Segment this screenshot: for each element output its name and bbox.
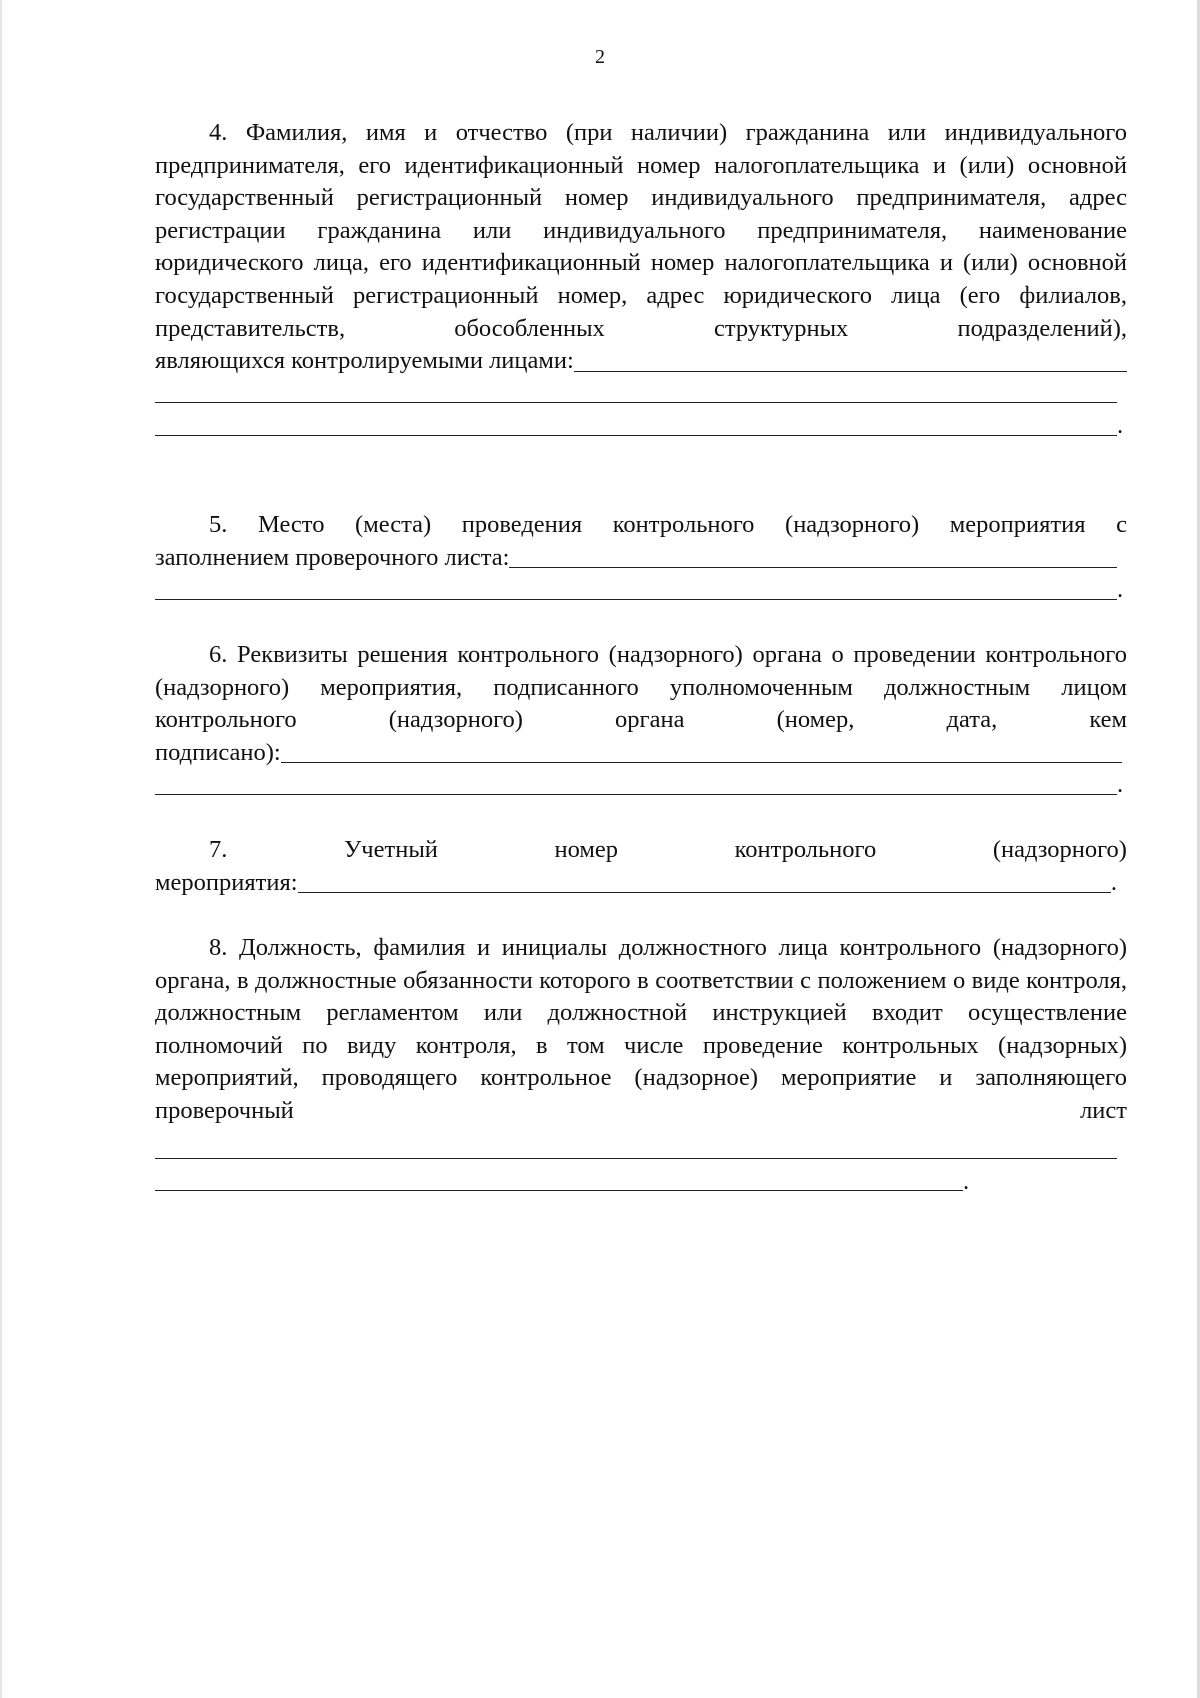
- item-8-fill-line-2[interactable]: [155, 1166, 1127, 1199]
- item-7-word-4: (надзорного): [992, 836, 1127, 863]
- item-8-section: [155, 932, 1127, 1198]
- item-8-fill-line-1[interactable]: [155, 1128, 1127, 1166]
- item-5-end-period: .: [1117, 576, 1124, 604]
- item-5-fill-line-1[interactable]: [509, 545, 1117, 568]
- item-5-label: заполнением проверочного листа:: [155, 543, 510, 571]
- item-5-label-line: [155, 542, 1117, 575]
- page-number: 2: [595, 46, 605, 68]
- item-6-fill-line-2[interactable]: [155, 769, 1127, 802]
- item-7-section: [155, 834, 1127, 899]
- item-7-fill-line[interactable]: [298, 870, 1111, 893]
- item-4-end-period: .: [1117, 412, 1124, 440]
- item-7-word-2: номер: [554, 836, 618, 863]
- item-4-fill-line-3[interactable]: [155, 410, 1127, 443]
- item-6-label: подписано):: [155, 738, 281, 766]
- item-7-end-period: .: [1110, 868, 1117, 896]
- item-5-text: 5. Место (места) проведения контрольного (надзорного) мероприятия с: [209, 511, 1127, 538]
- item-7-word-1: Учетный: [343, 836, 438, 863]
- item-7-heading-line: [155, 834, 1127, 867]
- item-6-text: 6. Реквизиты решения контрольного (надзорного) органа о проведении контрольного (надзорного) мероприятия, подписанного уполномоченным должностным лицом контрольного (надзорного) органа (номер, дата, кем: [155, 641, 1127, 734]
- item-8-text: 8. Должность, фамилия и инициалы должностного лица контрольного (надзорного) органа, в должностные обязанности которого в соответствии с положением о виде контроля, должностным регламентом или должностной инструкцией входит осуществление полномочий по виду контроля, в том числе проведение контрольных (надзорных) мероприятий, проводящего контрольное (надзорное) мероприятие и заполняющего проверочный лист: [155, 934, 1127, 1124]
- item-7-label: мероприятия:: [155, 868, 298, 896]
- item-5-fill-line-2[interactable]: [155, 574, 1127, 607]
- item-7-word-3: контрольного: [734, 836, 877, 863]
- item-4-section: [155, 117, 1127, 443]
- item-4-fill-line-1[interactable]: [574, 349, 1127, 372]
- item-6-label-line: [155, 737, 1122, 770]
- item-4-label: являющихся контролируемыми лицами:: [155, 347, 574, 375]
- item-7-number: 7.: [209, 836, 228, 863]
- item-8-end-period: .: [963, 1167, 970, 1195]
- item-6-fill-line-1[interactable]: [281, 740, 1122, 763]
- item-5-section: [155, 509, 1127, 607]
- item-6-section: [155, 639, 1127, 802]
- item-6-end-period: .: [1117, 771, 1124, 799]
- item-4-label-line: [155, 345, 1127, 378]
- scan-edge-left: [0, 0, 2, 1698]
- item-4-fill-line-2[interactable]: [155, 378, 1127, 411]
- item-4-text: 4. Фамилия, имя и отчество (при наличии) гражданина или индивидуального предпринимателя, его идентификационный номер налогоплательщика и (или) основной государственный регистрационный номер индивидуального предпринимателя, адрес регистрации гражданина или индивидуального предпринимателя, наименование юридического лица, его идентификационный номер налогоплательщика и (или) основной государственный регистрационный номер, адрес юридического лица (его филиалов, представительств, обособленных структурных подразделений),: [155, 119, 1127, 342]
- item-7-label-line: [155, 867, 1117, 900]
